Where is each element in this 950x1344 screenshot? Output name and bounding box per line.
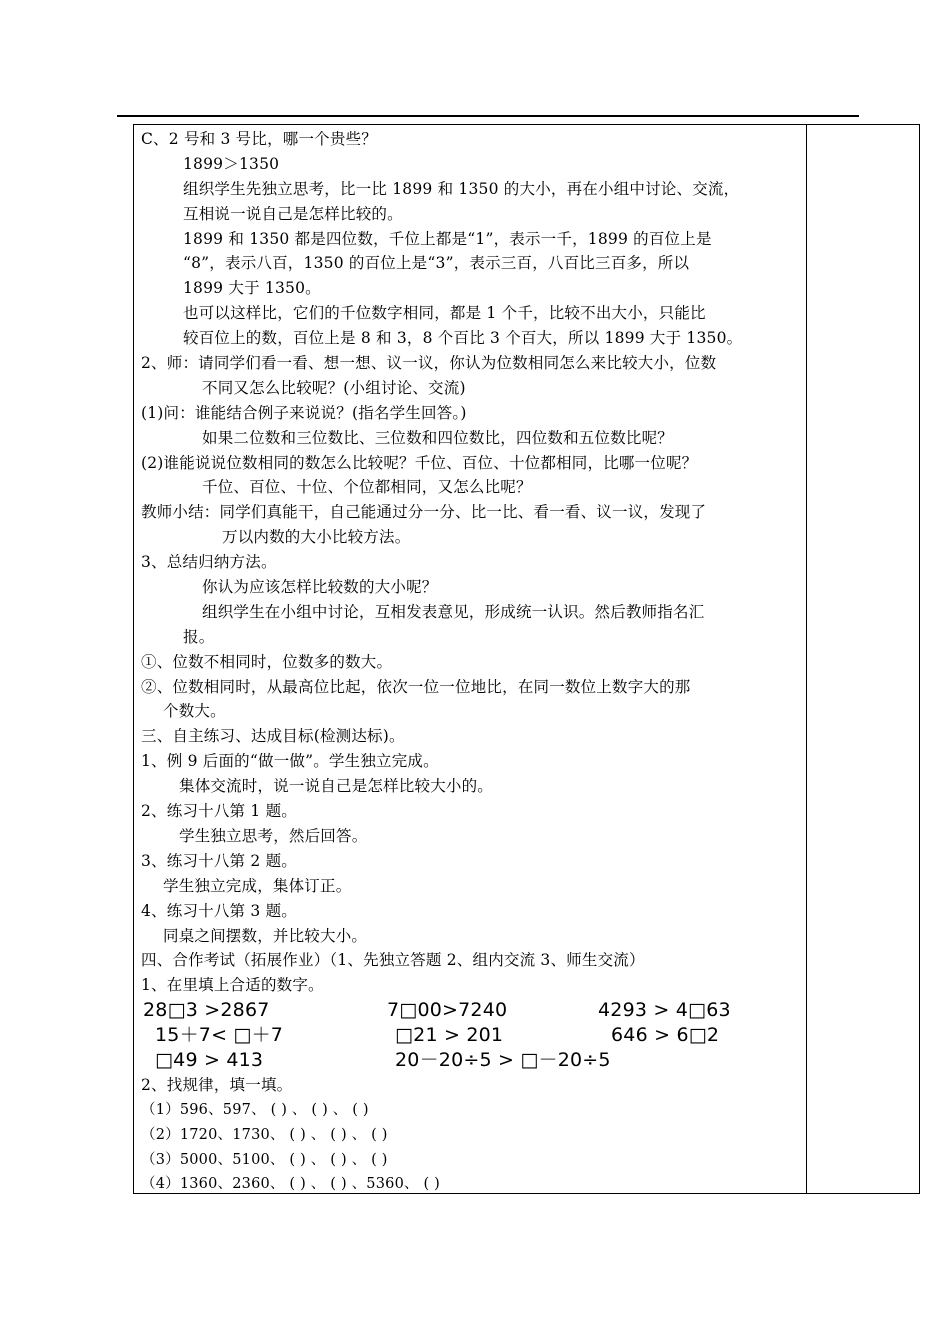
fill-in-item: □49 > 413 xyxy=(155,1048,264,1071)
text-line: 四、合作考试（拓展作业）（1、先独立答题 2、组内交流 3、师生交流） xyxy=(141,951,645,970)
text-line: 万以内数的大小比较方法。 xyxy=(222,528,411,547)
text-line: 1、在里填上合适的数字。 xyxy=(141,976,324,995)
text-line: 集体交流时，说一说自己是怎样比较大小的。 xyxy=(179,777,494,796)
header-rule xyxy=(117,115,859,117)
text-line: 不同又怎么比较呢？(小组讨论、交流) xyxy=(202,378,466,397)
text-line: ②、位数相同时，从最高位比起，依次一位一位地比，在同一数位上数字大的那 xyxy=(141,677,691,696)
text-line: (1)问：谁能结合例子来说说？(指名学生回答。) xyxy=(141,403,467,422)
fill-in-row xyxy=(141,1023,803,1048)
fill-in-item: 646 > 6□2 xyxy=(611,1024,720,1047)
fill-in-item: 4293 > 4□63 xyxy=(598,999,731,1022)
text-line: 教师小结：同学们真能干，自己能通过分一分、比一比、看一看、议一议，发现了 xyxy=(141,503,707,522)
fill-in-item: 20－20÷5 > □－20÷5 xyxy=(395,1048,611,1071)
text-line: C、2 号和 3 号比，哪一个贵些？ xyxy=(141,130,377,148)
text-line: 学生独立思考，然后回答。 xyxy=(179,826,368,845)
pattern-row: （3）5000、5100、 ( ) 、 ( ) 、 ( ) xyxy=(141,1151,388,1168)
text-line: 如果二位数和三位数比、三位数和四位数比，四位数和五位数比呢？ xyxy=(202,428,674,447)
fill-in-item: 28□3 >2867 xyxy=(143,999,270,1022)
text-line: 较百位上的数，百位上是 8 和 3，8 个百比 3 个百大，所以 1899 大于 1350。 xyxy=(183,329,743,348)
fill-in-row xyxy=(141,998,803,1023)
text-line: 1、例 9 后面的“做一做”。学生独立完成。 xyxy=(141,752,439,771)
text-line: 互相说一说自己是怎样比较的。 xyxy=(183,204,403,223)
text-line: 3、总结归纳方法。 xyxy=(141,553,277,572)
pattern-title: 2、找规律，填一填。 xyxy=(141,1075,293,1094)
text-line: 同桌之间摆数，并比较大小。 xyxy=(163,926,368,945)
text-line: (2)谁能说说位数相同的数怎么比较呢？千位、百位、十位都相同，比哪一位呢？ xyxy=(141,453,698,472)
text-line: 个数大。 xyxy=(163,702,226,721)
fill-in-item: 15＋7< □＋7 xyxy=(155,1024,284,1047)
text-line: 2、练习十八第 1 题。 xyxy=(141,802,297,821)
text-line: 也可以这样比，它们的千位数字相同，都是 1 个千，比较不出大小，只能比 xyxy=(183,304,706,323)
pattern-row: （1）596、597、 ( ) 、 ( ) 、 ( ) xyxy=(141,1101,369,1118)
text-line: 三、自主练习、达成目标(检测达标)。 xyxy=(141,727,405,746)
fill-in-item: 7□00>7240 xyxy=(387,999,508,1022)
fill-in-item: □21 > 201 xyxy=(395,1024,504,1047)
text-line: 组织学生先独立思考，比一比 1899 和 1350 的大小，再在小组中讨论、交流， xyxy=(183,179,740,198)
text-line: 3、练习十八第 2 题。 xyxy=(141,851,297,870)
text-line: 1899 大于 1350。 xyxy=(183,279,321,298)
lesson-content xyxy=(141,127,803,1197)
text-line: 组织学生在小组中讨论，互相发表意见，形成统一认识。然后教师指名汇 xyxy=(202,602,705,621)
text-line: 4、练习十八第 3 题。 xyxy=(141,901,297,920)
pattern-row: （2）1720、1730、 ( ) 、 ( ) 、 ( ) xyxy=(141,1126,388,1143)
text-line: 2、师：请同学们看一看、想一想、议一议，你认为位数相同怎么来比较大小，位数 xyxy=(141,354,717,373)
text-line: 报。 xyxy=(183,627,215,646)
text-line: 学生独立完成，集体订正。 xyxy=(163,876,352,895)
text-line: “8”，表示八百，1350 的百位上是“3”，表示三百，八百比三百多，所以 xyxy=(183,254,690,273)
text-line: 1899＞1350 xyxy=(183,154,280,173)
fill-in-row xyxy=(141,1048,803,1073)
text-line: 1899 和 1350 都是四位数，千位上都是“1”，表示一千，1899 的百位上是 xyxy=(183,229,712,248)
text-line: 千位、百位、十位、个位都相同，又怎么比呢？ xyxy=(202,478,532,497)
table-column-divider xyxy=(806,124,807,1194)
text-line: ①、位数不相同时，位数多的数大。 xyxy=(141,652,393,671)
pattern-row: （4）1360、2360、 ( ) 、 ( ) 、5360、 ( ) xyxy=(141,1176,441,1193)
text-line: 你认为应该怎样比较数的大小呢？ xyxy=(202,578,438,597)
